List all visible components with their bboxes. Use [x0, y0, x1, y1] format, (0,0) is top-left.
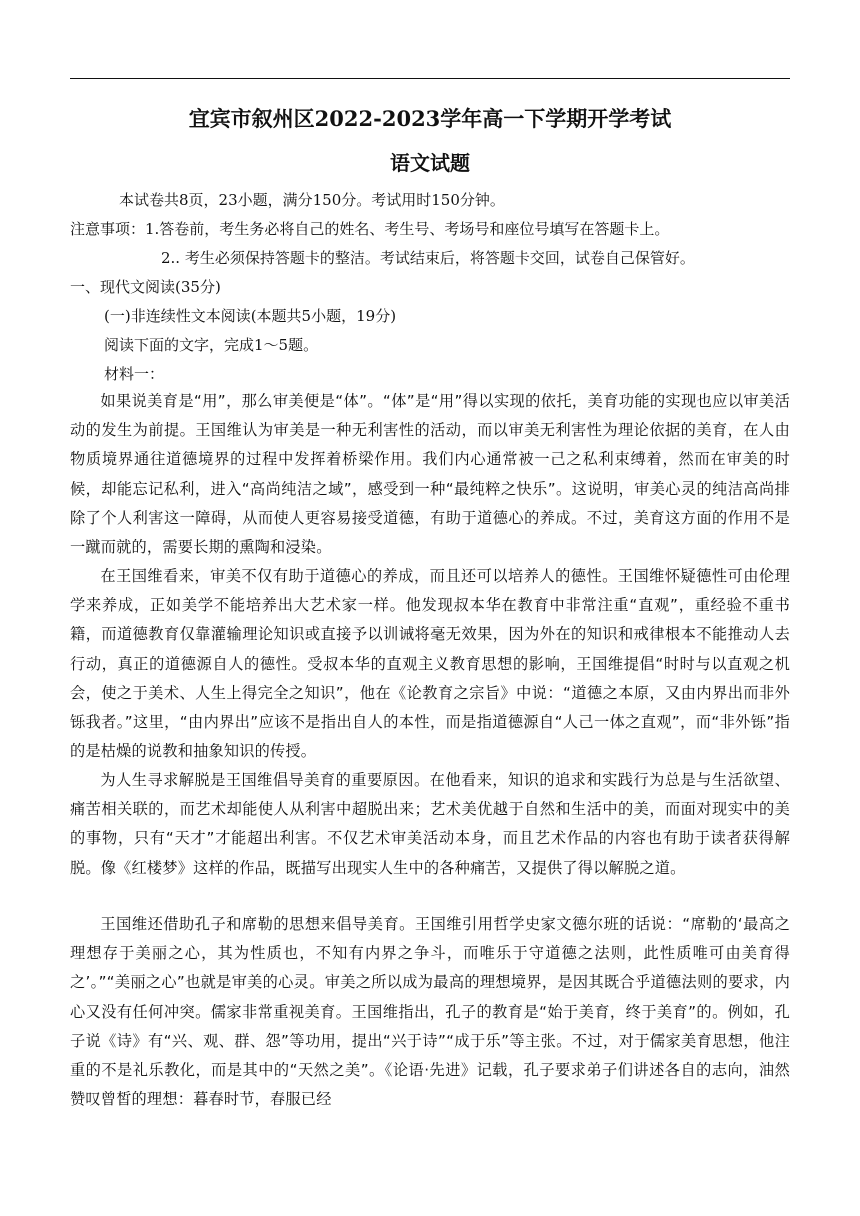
reading-instruction: 阅读下面的文字，完成1～5题。: [104, 336, 319, 354]
exam-title: 宜宾市叙州区2022-2023学年高一下学期开学考试: [188, 106, 672, 131]
notice-item-1: 注意事项：1.答卷前，考生务必将自己的姓名、考生号、考场号和座位号填写在答题卡上。: [70, 220, 670, 238]
section-heading: 一、现代文阅读(35分): [70, 278, 221, 296]
exam-subtitle: 语文试题: [390, 151, 470, 175]
body-paragraph: 为人生寻求解脱是王国维倡导美育的重要原因。在他看来，知识的追求和实践行为总是与生活欲望、痛苦相关联的，而艺术却能使人从利害中超脱出来；艺术美优越于自然和生活中的美，而面对现实中的美的事物，只有“天才”才能超出利害。不仅艺术审美活动本身，而且艺术作品的内容也有助于读者获得解脱。像《红楼梦》这样的作品，既描写出现实人生中的各种痛苦，又提供了得以解脱之道。: [70, 771, 790, 877]
section-subheading: (一)非连续性文本阅读(本题共5小题，19分): [104, 307, 397, 325]
header-rule: [70, 78, 790, 79]
notice-item-2: 2.. 考生必须保持答题卡的整洁。考试结束后，将答题卡交回，试卷自己保管好。: [161, 249, 695, 267]
body-paragraph: 在王国维看来，审美不仅有助于道德心的养成，而且还可以培养人的德性。王国维怀疑德性可由伦理学来养成，正如美学不能培养出大艺术家一样。他发现叔本华在教育中非常注重“直观”，重经验不重书籍，而道德教育仅靠灌输理论知识或直接予以训诫将毫无效果，因为外在的知识和戒律根本不能推动人去行动，真正的道德源自人的德性。受叔本华的直观主义教育思想的影响，王国维提倡“时时与以直观之机会，使之于美术、人生上得完全之知识”，他在《论教育之宗旨》中说：“道德之本原，又由内界出而非外铄我者。”这里，“由内界出”应该不是指出自人的本性，而是指道德源自“人己一体之直观”，而“非外铄”指的是枯燥的说教和抽象知识的传授。: [70, 567, 790, 761]
exam-info: 本试卷共8页，23小题，满分150分。考试用时150分钟。: [119, 191, 505, 209]
body-paragraph: 王国维还借助孔子和席勒的思想来倡导美育。王国维引用哲学史家文德尔班的话说：“席勒的‘最高之理想存于美丽之心，其为性质也，不知有内界之争斗，而唯乐于守道德之法则，此性质唯可由美育得之’。”“美丽之心”也就是审美的心灵。审美之所以成为最高的理想境界，是因其既合乎道德法则的要求，内心又没有任何冲突。儒家非常重视美育。王国维指出，孔子的教育是“始于美育，终于美育”的。例如，孔子说《诗》有“兴、观、群、怨”等功用，提出“兴于诗”“成于乐”等主张。不过，对于儒家美育思想，他注重的不是礼乐教化，而是其中的“天然之美”。《论语·先进》记载，孔子要求弟子们讲述各自的志向，油然赞叹曾皙的理想：暮春时节，春服已经: [70, 915, 790, 1109]
body-paragraph: 如果说美育是“用”，那么审美便是“体”。“体”是“用”得以实现的依托，美育功能的实现也应以审美活动的发生为前提。王国维认为审美是一种无利害性的活动，而以审美无利害性为理论依据的美育，在人由物质境界通往道德境界的过程中发挥着桥梁作用。我们内心通常被一己之私利束缚着，然而在审美的时候，却能忘记私利，进入“高尚纯洁之域”，感受到一种“最纯粹之快乐”。这说明，审美心灵的纯洁高尚排除了个人利害这一障碍，从而使人更容易接受道德，有助于道德心的养成。不过，美育这方面的作用不是一蹴而就的，需要长期的熏陶和浸染。: [70, 392, 790, 557]
material-label: 材料一：: [104, 365, 165, 383]
